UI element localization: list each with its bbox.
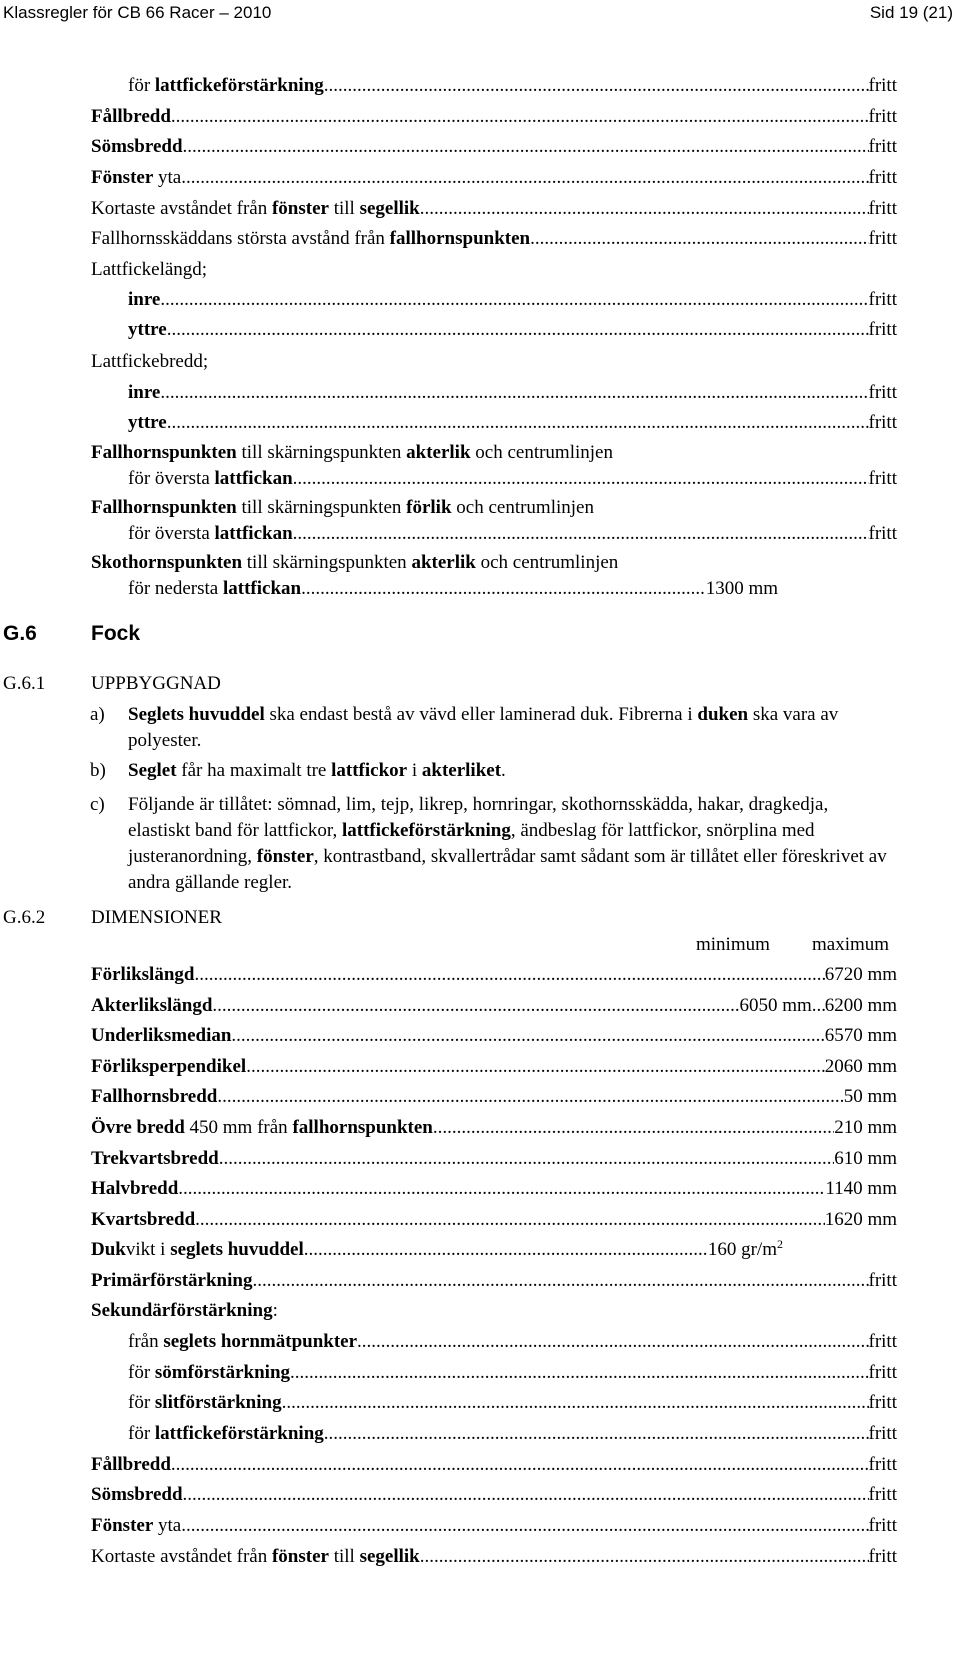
dimension-row: Dukvikt i seglets huvuddel ..... 160 $gr/m^2$ xyxy=(91,1238,783,1262)
list-row: inre ..... fritt xyxy=(128,288,897,312)
list-row: Fallhornsskäddans största avstånd från fallhornspunkten ..... fritt xyxy=(91,227,897,251)
page-number: Sid 19 (21) xyxy=(869,3,953,22)
list-row: inre ..... fritt xyxy=(128,381,897,405)
list-row: yttre ..... fritt xyxy=(128,318,897,342)
dimension-row: Primärförstärkning ..... fritt xyxy=(91,1269,897,1293)
list-text: Skothornspunkten till skärningspunkten akterlik och centrumlinjen xyxy=(91,552,619,573)
dimension-row: Halvbredd ..... 1140 mm xyxy=(91,1177,897,1201)
list-row: Fållbredd ..... fritt xyxy=(91,105,897,129)
subsection-title: UPPBYGGNAD xyxy=(91,673,221,694)
column-header-maximum: maximum xyxy=(812,934,890,955)
list-heading: Lattfickebredd; xyxy=(91,351,209,372)
list-row: för lattfickeförstärkning ..... fritt xyxy=(128,74,897,98)
dimension-row: för lattfickeförstärkning ..... fritt xyxy=(128,1422,897,1446)
subsection-number: G.6.1 xyxy=(3,673,46,694)
list-heading: Lattfickelängd; xyxy=(91,259,208,280)
list-row: för nedersta lattfickan ..... 1300 mm xyxy=(128,577,778,601)
dimension-row: Fallhornsbredd ..... 50 mm xyxy=(91,1085,897,1109)
dimension-row: Fönster yta ..... fritt xyxy=(91,1514,897,1538)
dimension-row: Förliksperpendikel ..... 2060 mm xyxy=(91,1055,897,1079)
section-title: Fock xyxy=(91,622,141,645)
list-row: för översta lattfickan ..... fritt xyxy=(128,522,897,546)
dimension-row: Sömsbredd ..... fritt xyxy=(91,1483,897,1507)
list-text: Fallhornspunkten till skärningspunkten akterlik och centrumlinjen xyxy=(91,442,613,463)
paragraph-a: a) Seglets huvuddel ska endast bestå av vävd eller laminerad duk. Fibrerna i duken ska vara av polyester. xyxy=(90,704,839,751)
dimension-heading: Sekundärförstärkning: xyxy=(91,1300,278,1321)
paragraph-b: b) Seglet får ha maximalt tre lattfickor i akterliket. xyxy=(90,760,506,781)
document-title: Klassregler för CB 66 Racer – 2010 xyxy=(3,3,272,22)
list-row: för översta lattfickan ..... fritt xyxy=(128,467,897,491)
list-row: Sömsbredd ..... fritt xyxy=(91,135,897,159)
list-row: Fönster yta ..... fritt xyxy=(91,166,897,190)
section-number: G.6 xyxy=(3,622,37,645)
list-text: Fallhornspunkten till skärningspunkten förlik och centrumlinjen xyxy=(91,497,594,518)
list-row: Kortaste avståndet från fönster till segellik ..... fritt xyxy=(91,197,897,221)
dimension-row: för slitförstärkning ..... fritt xyxy=(128,1391,897,1415)
dimension-row: Förlikslängd ..... 6720 mm xyxy=(91,963,897,987)
dimension-row: från seglets hornmätpunkter ..... fritt xyxy=(128,1330,897,1354)
dimension-row: Övre bredd 450 mm från fallhornspunkten ..... 210 mm xyxy=(91,1116,897,1140)
subsection-title: DIMENSIONER xyxy=(91,907,222,928)
paragraph-c: c) Följande är tillåtet: sömnad, lim, tejp, likrep, hornringar, skothornsskädda, hakar, dragkedja, elastiskt band för lattfickor, lattfickeförstärkning, ändbeslag för lattfickor, snörplina med justeranordning, fönster, kontrastband, skvallertrådar samt sådant som är tillåtet eller föreskrivet av andra gällande regler. xyxy=(90,794,887,893)
dimension-row: Kortaste avståndet från fönster till segellik ..... fritt xyxy=(91,1545,897,1569)
subsection-number: G.6.2 xyxy=(3,907,46,928)
dimension-row: Kvartsbredd ..... 1620 mm xyxy=(91,1208,897,1232)
column-header-minimum: minimum xyxy=(696,934,770,955)
dimension-row: Fållbredd ..... fritt xyxy=(91,1453,897,1477)
dimension-row: Underliksmedian ..... 6570 mm xyxy=(91,1024,897,1048)
list-row: yttre ..... fritt xyxy=(128,411,897,435)
dimension-row: för sömförstärkning ..... fritt xyxy=(128,1361,897,1385)
dimension-row: Akterlikslängd ..... 6050 mm ..... 6200 mm xyxy=(91,994,897,1018)
dimension-row: Trekvartsbredd ..... 610 mm xyxy=(91,1147,897,1171)
